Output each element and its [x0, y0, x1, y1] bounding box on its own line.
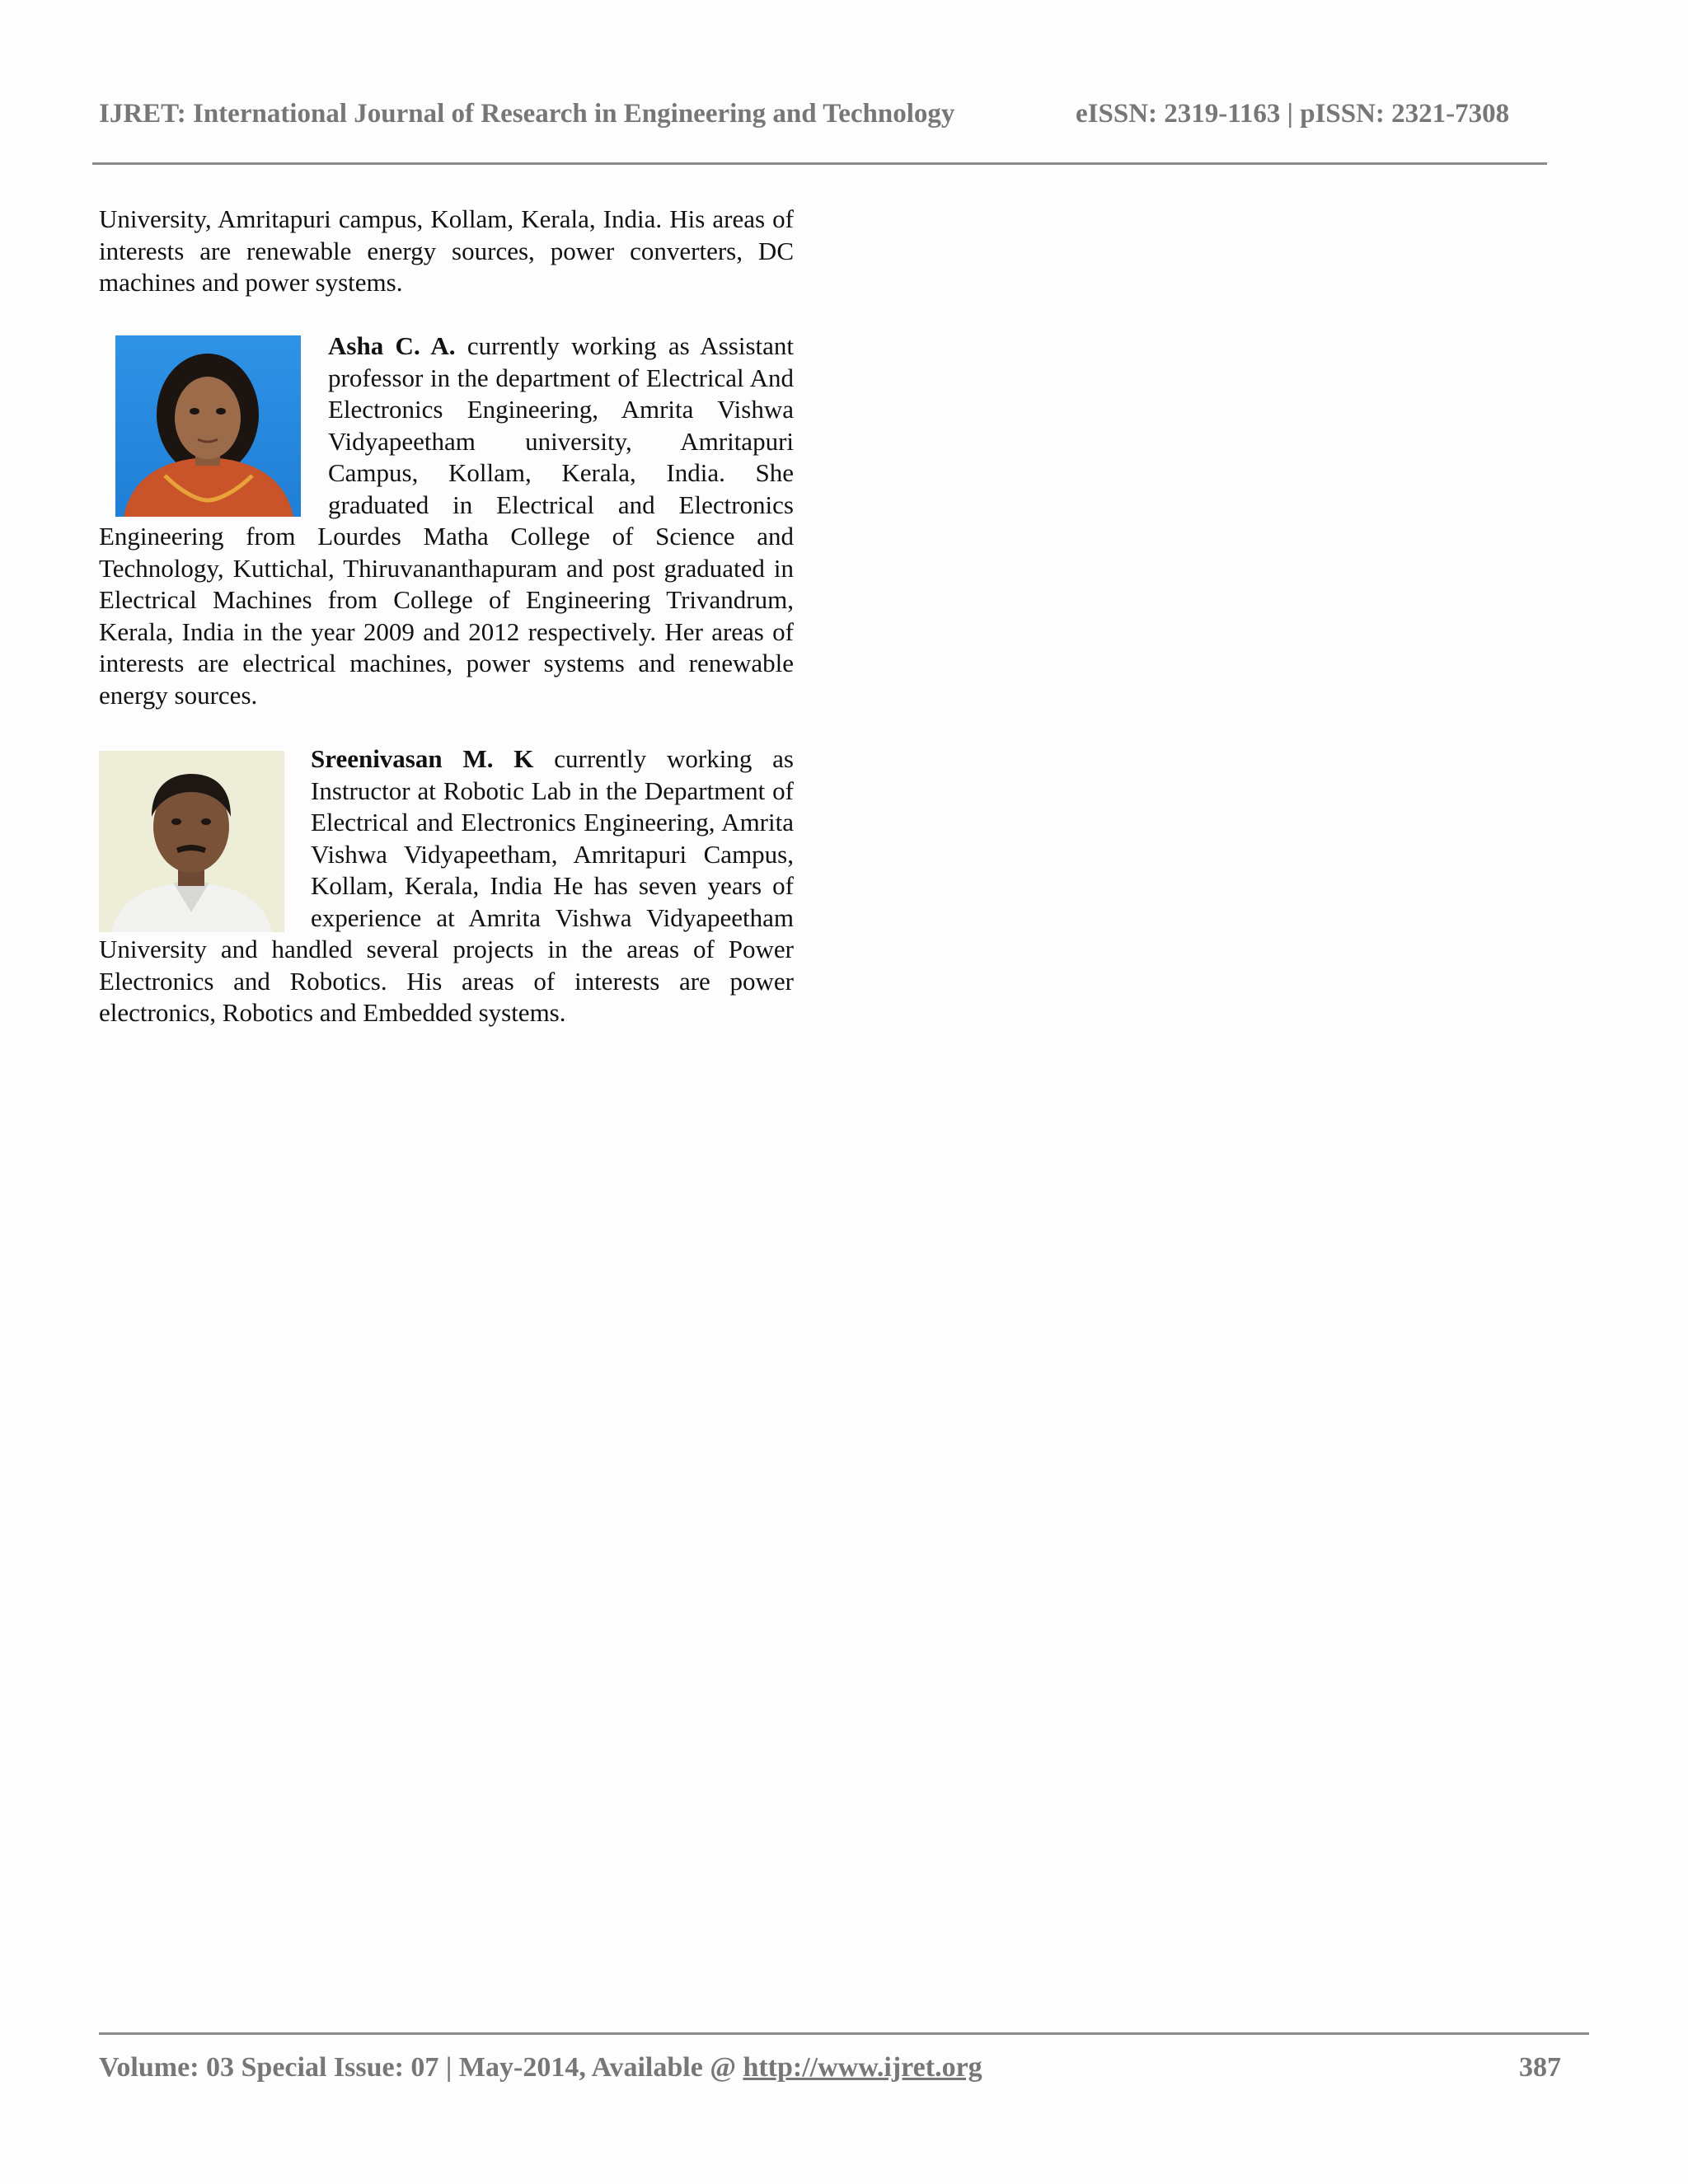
footer-rule	[99, 2032, 1589, 2035]
header-rule	[92, 162, 1547, 165]
journal-link[interactable]: http://www.ijret.org	[743, 2052, 982, 2083]
issn-label: eISSN: 2319-1163 | pISSN: 2321-7308	[1076, 99, 1510, 129]
author-bio-sreenivasan	[99, 743, 794, 1029]
author-name: Sreenivasan M. K	[311, 744, 534, 773]
continuation-paragraph	[99, 204, 794, 299]
author-name: Asha C. A.	[328, 331, 456, 360]
author-photo-sreenivasan	[99, 751, 284, 932]
page-number: 387	[1519, 2052, 1561, 2083]
footer-volume	[99, 2052, 982, 2083]
continuation-text: University, Amritapuri campus, Kollam, Kerala, India. His areas of interests are renewable energy sources, power converters, DC machines and power systems.	[99, 204, 794, 297]
bio-text: currently working as Instructor at Robotic Lab in the Department of Electrical and Electronics Engineering, Amrita Vishwa Vidyapeetham, Amritapuri Campus, Kollam, Kerala, India He has seven years of experience at Amrita Vishwa Vidyapeetham University and handled several projects in the areas of Power Electronics and Robotics. His areas of interests are power electronics, Robotics and Embedded systems.	[99, 744, 794, 1027]
author-bio-asha	[99, 330, 794, 711]
bio-text: currently working as Assistant professor in the department of Electrical And Electronics Engineering, Amrita Vishwa Vidyapeetham university, Amritapuri Campus, Kollam, Kerala, India. She graduated in Electrical and Electronics Engineering from Lourdes Matha College of Science and Technology, Kuttichal, Thiruvananthapuram and post graduated in Electrical Machines from College of Engineering Trivandrum, Kerala, India in the year 2009 and 2012 respectively. Her areas of interests are electrical machines, power systems and renewable energy sources.	[99, 331, 794, 710]
volume-text: Volume: 03 Special Issue: 07 | May-2014, Available @	[99, 2052, 743, 2083]
author-photo-asha	[115, 335, 301, 517]
journal-title: IJRET: International Journal of Research in Engineering and Technology	[99, 99, 955, 129]
